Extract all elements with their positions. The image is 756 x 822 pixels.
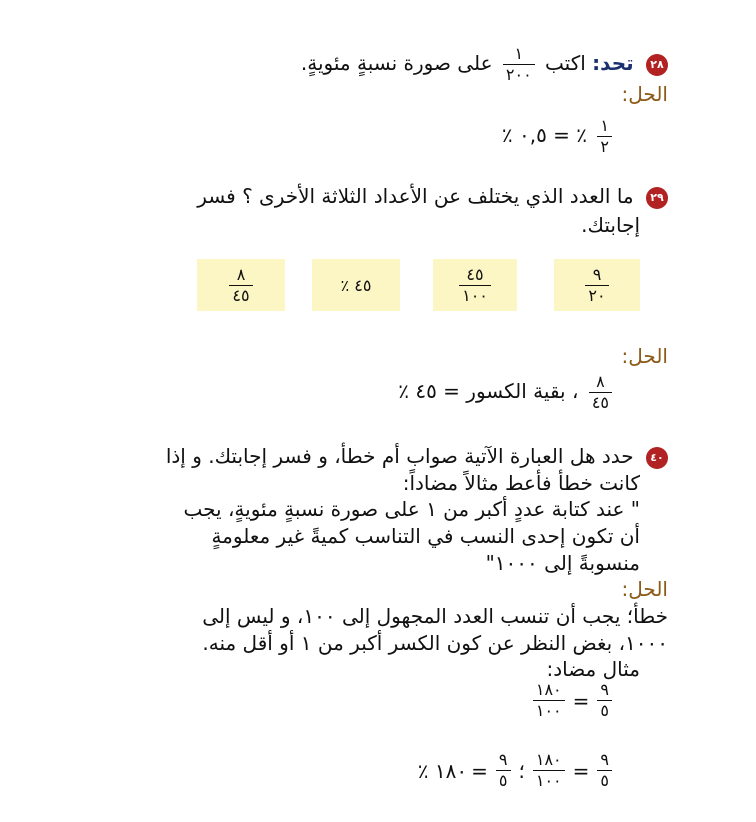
fraction: $\frac{٩}{٥}$ [496, 750, 511, 791]
q49-line-1 [197, 183, 668, 209]
fraction: $\frac{١}{٢٠٠}$ [503, 44, 535, 85]
challenge-tag: تحد: [592, 51, 634, 75]
fraction: $\frac{٩}{٢٠}$ [585, 265, 608, 306]
q48-line [301, 44, 668, 85]
equals-sign: = [572, 688, 590, 713]
option-box-4 [197, 259, 285, 311]
separator: ؛ [518, 758, 525, 783]
q40-answer-line-3: مثال مضاد: [546, 657, 640, 681]
solution-label: الحل: [621, 82, 668, 106]
question-number-badge: ٤٠ [646, 447, 668, 469]
q48-answer [502, 116, 616, 157]
option-box-1 [554, 259, 640, 311]
fraction: $\frac{٨}{٤٥}$ [589, 372, 612, 413]
q40-line-4: أن تكون إحدى النسب في التناسب كميةً غير معلومةٍ [211, 524, 640, 548]
q48-text-after: على صورة نسبةٍ مئويةٍ. [300, 51, 493, 75]
q40-line-5: منسوبةً إلى ١٠٠٠" [485, 551, 640, 575]
equals-sign: = [572, 758, 590, 783]
equals-sign: = [471, 758, 488, 783]
q49-answer-rest: ، بقية الكسور = ٤٥ ٪ [398, 379, 579, 403]
q40-line-3: " عند كتابة عددٍ أكبر من ١ على صورة نسبةٍ مئويةٍ، يجب [183, 497, 640, 521]
fraction: $\frac{١٨٠}{١٠٠}$ [533, 680, 565, 721]
fraction: $\frac{٤٥}{١٠٠}$ [459, 265, 491, 306]
q40-line-1 [166, 443, 668, 469]
fraction: $\frac{٩}{٥}$ [597, 750, 612, 791]
solution-label: الحل: [621, 344, 668, 368]
percent-value: ٤٥ ٪ [340, 275, 372, 295]
equation-2 [418, 750, 616, 791]
question-number-badge: ٢٩ [646, 187, 668, 209]
solution-label: الحل: [621, 577, 668, 601]
fraction: $\frac{١}{٢}$ [597, 116, 612, 157]
q40-text-1: حدد هل العبارة الآتية صواب أم خطأ، و فسر إجابتك. و إذا [165, 444, 634, 468]
question-number-badge: ٢٨ [646, 54, 668, 76]
q49-text-1: ما العدد الذي يختلف عن الأعداد الثلاثة الأخرى ؟ فسر [197, 184, 634, 208]
q49-line-2: إجابتك. [581, 213, 640, 237]
q40-line-2: كانت خطأ فأعط مثالاً مضاداً: [402, 471, 640, 495]
q49-answer [398, 372, 616, 413]
q48-text-before: اكتب [545, 51, 586, 75]
option-box-2 [433, 259, 517, 311]
fraction: $\frac{٩}{٥}$ [597, 680, 612, 721]
q40-answer-line-1: خطأ؛ يجب أن تنسب العدد المجهول إلى ١٠٠، و ليس إلى [202, 604, 668, 628]
option-box-3 [312, 259, 400, 311]
fraction: $\frac{١٨٠}{١٠٠}$ [533, 750, 565, 791]
equation-1 [529, 680, 616, 721]
fraction: $\frac{٨}{٤٥}$ [229, 265, 252, 306]
percent-result: ١٨٠ ٪ [417, 758, 468, 783]
q40-answer-line-2: ١٠٠٠، بغض النظر عن كون الكسر أكبر من ١ أو أقل منه. [202, 631, 668, 655]
q48-answer-rest: ٪ = ٠,٥ ٪ [501, 123, 588, 147]
